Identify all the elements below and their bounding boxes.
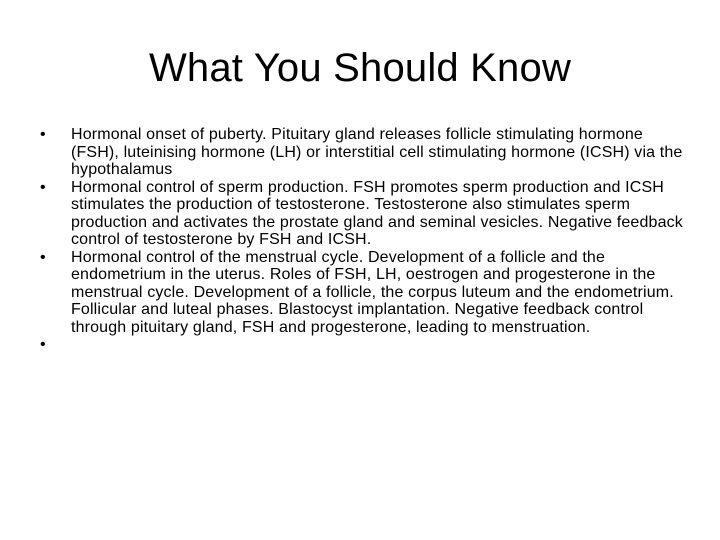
bullet-list (40, 126, 690, 354)
bullet-point-icon: • (40, 248, 46, 266)
bullet-point-icon: • (40, 178, 46, 196)
bullet-item-sperm-production (40, 179, 690, 249)
bullet-text: Hormonal onset of puberty. Pituitary gland releases follicle stimulating hormone (FSH), luteinising hormone (LH) or interstitial cell stimulating hormone (ICSH) via the hypothalamus (71, 126, 683, 178)
bullet-item-empty (40, 336, 690, 354)
slide-title: What You Should Know (148, 46, 572, 90)
bullet-point-icon: • (40, 336, 46, 353)
bullet-point-icon: • (40, 126, 46, 143)
bullet-text: Hormonal control of the menstrual cycle. Development of a follicle and the endometrium in the uterus. Roles of FSH, LH, oestrogen and progesterone in the menstrual cycle. Development of a follicle, the corpus luteum and the endometrium. Follicular and luteal phases. Blastocyst implantation. Negative feedback control through pituitary gland, FSH and progesterone, leading to menstruation. (71, 248, 674, 336)
bullet-text: Hormonal control of sperm production. FSH promotes sperm production and ICSH stimulates the production of testosterone. Testosterone also stimulates sperm production and activates the prostate gland and seminal vesicles. Negative feedback control of testosterone by FSH and ICSH. (71, 178, 683, 248)
bullet-item-puberty (40, 126, 690, 179)
bullet-item-menstrual-cycle (40, 249, 690, 337)
